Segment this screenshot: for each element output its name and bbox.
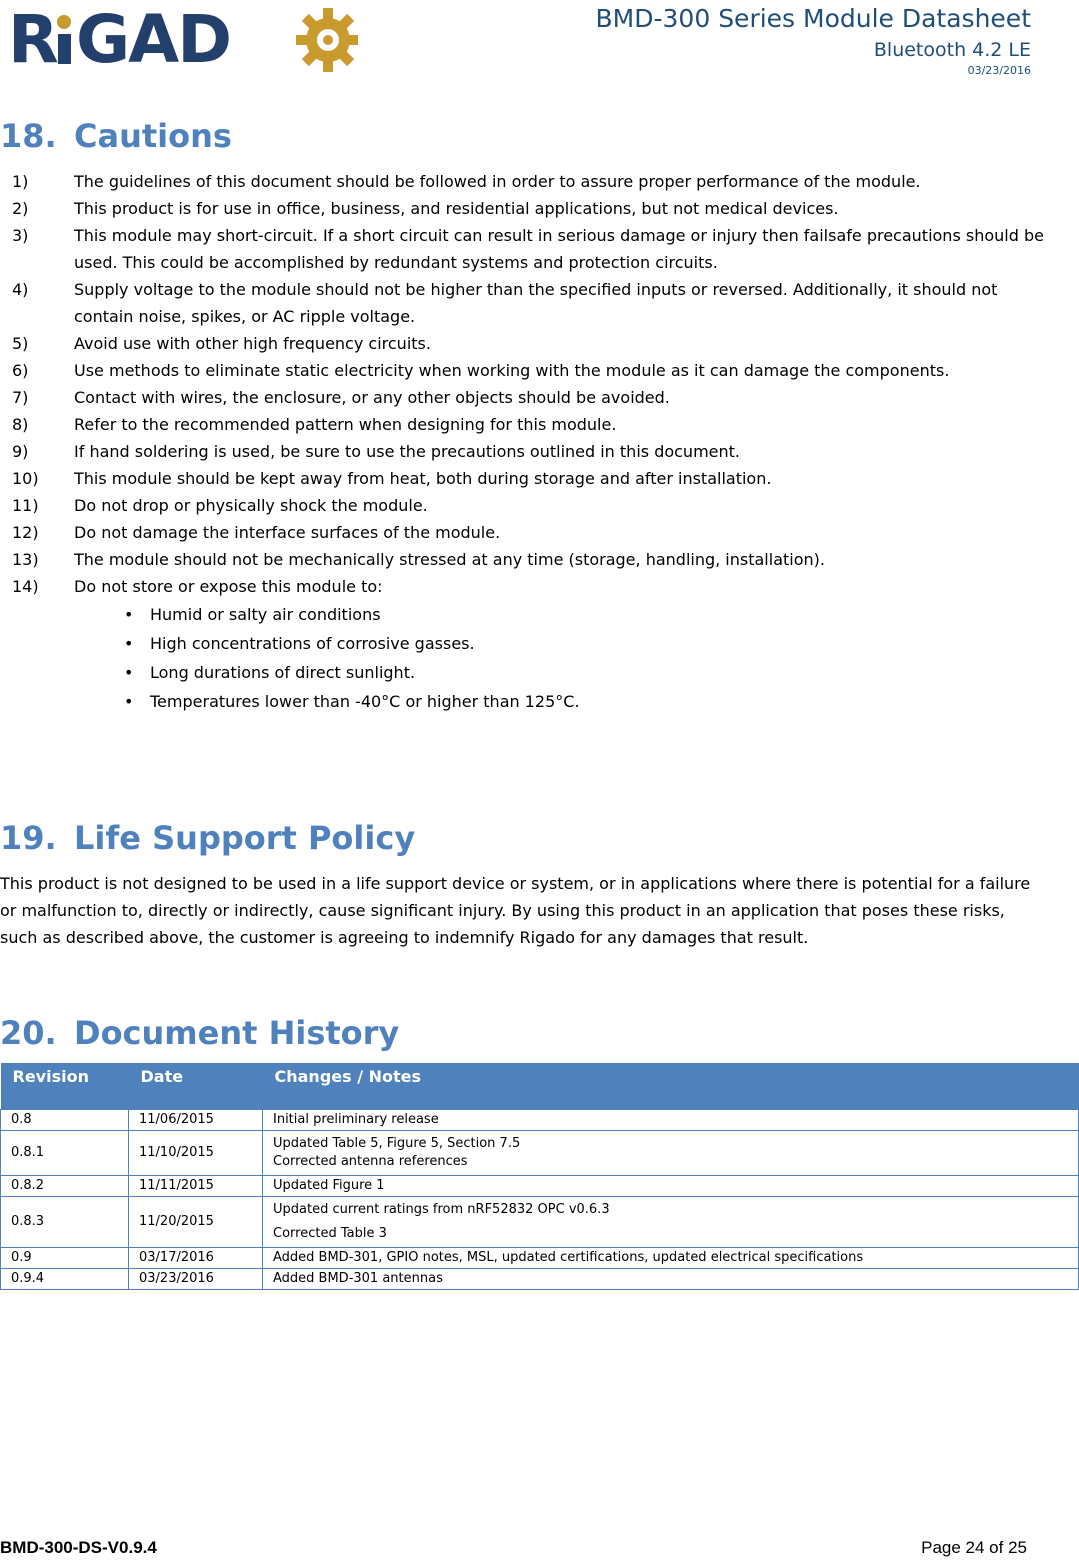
item-text: The module should not be mechanically stressed at any time (storage, handling, installation).	[74, 550, 825, 569]
item-text: Contact with wires, the enclosure, or any other objects should be avoided.	[74, 388, 670, 407]
table-row	[1, 1269, 1079, 1290]
column-header-revision: Revision	[1, 1063, 129, 1110]
list-item	[12, 465, 1052, 492]
bullet-item	[12, 658, 1052, 687]
item-number: 5)	[12, 334, 29, 353]
section-heading-document-history	[0, 1013, 399, 1053]
notes-cell	[263, 1197, 1079, 1248]
item-number: 10)	[12, 469, 39, 488]
bullet-text: Humid or salty air conditions	[150, 605, 381, 624]
bullet-text: Temperatures lower than -40°C or higher than 125°C.	[150, 692, 580, 711]
cautions-list	[12, 168, 1052, 716]
item-text: Avoid use with other high frequency circuits.	[74, 334, 431, 353]
item-number: 4)	[12, 280, 29, 299]
table-header-row	[1, 1063, 1079, 1110]
notes-cell	[263, 1176, 1079, 1197]
item-number: 7)	[12, 388, 29, 407]
list-item	[12, 222, 1052, 276]
page-header	[596, 2, 1031, 78]
item-number: 3)	[12, 226, 29, 245]
bullet-text: Long durations of direct sunlight.	[150, 663, 416, 682]
item-number: 13)	[12, 550, 39, 569]
section-title: Cautions	[74, 117, 232, 155]
table-row	[1, 1131, 1079, 1176]
item-number: 14)	[12, 577, 39, 596]
svg-text:GAD: GAD	[76, 4, 231, 74]
section-title: Life Support Policy	[74, 819, 416, 857]
list-item	[12, 438, 1052, 465]
date-cell: 11/20/2015	[129, 1197, 263, 1248]
date-cell: 11/11/2015	[129, 1176, 263, 1197]
section-title: Document History	[74, 1014, 400, 1052]
list-item	[12, 519, 1052, 546]
bullet-item	[12, 687, 1052, 716]
revision-cell: 0.8	[1, 1110, 129, 1131]
list-item	[12, 411, 1052, 438]
bullet-item	[12, 629, 1052, 658]
note-line: Corrected antenna references	[273, 1154, 468, 1169]
note-line: Updated Table 5, Figure 5, Section 7.5	[273, 1136, 521, 1151]
notes-cell	[263, 1131, 1079, 1176]
bullet-icon: •	[124, 692, 134, 711]
bullet-item	[12, 600, 1052, 629]
header-subtitle: Bluetooth 4.2 LE	[873, 39, 1031, 61]
item-text: Use methods to eliminate static electricity when working with the module as it can damage the components.	[74, 361, 950, 380]
revision-cell: 0.8.3	[1, 1197, 129, 1248]
item-number: 11)	[12, 496, 39, 515]
table-row	[1, 1248, 1079, 1269]
bullet-text: High concentrations of corrosive gasses.	[150, 634, 475, 653]
item-number: 12)	[12, 523, 39, 542]
list-item	[12, 330, 1052, 357]
bullet-icon: •	[124, 605, 134, 624]
section-number: 18.	[0, 117, 57, 155]
item-text: If hand soldering is used, be sure to use the precautions outlined in this document.	[74, 442, 740, 461]
header-date: 03/23/2016	[967, 64, 1031, 77]
note-line: Added BMD-301 antennas	[273, 1271, 443, 1286]
notes-cell	[263, 1269, 1079, 1290]
note-line: Initial preliminary release	[273, 1112, 439, 1127]
item-number: 9)	[12, 442, 29, 461]
notes-cell	[263, 1110, 1079, 1131]
list-item	[12, 573, 1052, 716]
list-item	[12, 357, 1052, 384]
list-item	[12, 168, 1052, 195]
list-item	[12, 195, 1052, 222]
item-text: Do not damage the interface surfaces of the module.	[74, 523, 501, 542]
notes-cell	[263, 1248, 1079, 1269]
date-cell: 11/06/2015	[129, 1110, 263, 1131]
svg-text:R: R	[8, 4, 57, 74]
section-heading-life-support	[0, 818, 415, 858]
note-line: Updated current ratings from nRF52832 OPC v0.6.3	[273, 1202, 610, 1217]
header-title: BMD-300 Series Module Datasheet	[595, 4, 1031, 33]
revision-cell: 0.8.2	[1, 1176, 129, 1197]
item-text: Supply voltage to the module should not be higher than the specified inputs or reversed. Additionally, it should not contain noise, spikes, or AC ripple voltage.	[74, 280, 998, 326]
table-row	[1, 1197, 1079, 1248]
exposure-bullet-list	[12, 600, 1052, 716]
table-row	[1, 1110, 1079, 1131]
bullet-icon: •	[124, 663, 134, 682]
list-item	[12, 492, 1052, 519]
section-number: 19.	[0, 819, 57, 857]
item-number: 6)	[12, 361, 29, 380]
rigado-logo	[8, 4, 358, 74]
list-item	[12, 546, 1052, 573]
item-number: 1)	[12, 172, 29, 191]
item-text: Refer to the recommended pattern when designing for this module.	[74, 415, 617, 434]
item-text: This module may short-circuit. If a short circuit can result in serious damage or injury then failsafe precautions should be used. This could be accomplished by redundant systems and protection circuits.	[74, 226, 1044, 272]
document-history-table	[0, 1063, 1079, 1290]
revision-cell: 0.9.4	[1, 1269, 129, 1290]
footer-doc-id: BMD-300-DS-V0.9.4	[0, 1538, 157, 1557]
list-item	[12, 384, 1052, 411]
date-cell: 03/17/2016	[129, 1248, 263, 1269]
item-text: Do not store or expose this module to:	[74, 577, 383, 596]
item-text: This module should be kept away from heat, both during storage and after installation.	[74, 469, 772, 488]
note-line: Updated Figure 1	[273, 1178, 385, 1193]
list-item	[12, 276, 1052, 330]
life-support-paragraph: This product is not designed to be used in a life support device or system, or in applications where there is potential for a failure or malfunction to, directly or indirectly, cause significant injury. By using this product in an application that poses these risks, such as described above, the customer is agreeing to indemnify Rigado for any damages that result.	[0, 874, 1031, 947]
bullet-icon: •	[124, 634, 134, 653]
note-line: Added BMD-301, GPIO notes, MSL, updated certifications, updated electrical specifications	[273, 1250, 864, 1265]
item-text: Do not drop or physically shock the module.	[74, 496, 428, 515]
date-cell: 03/23/2016	[129, 1269, 263, 1290]
section-heading-cautions	[0, 116, 232, 156]
item-text: The guidelines of this document should be followed in order to assure proper performance of the module.	[74, 172, 921, 191]
footer-page-number: Page 24 of 25	[921, 1538, 1027, 1557]
column-header-date: Date	[129, 1063, 263, 1110]
item-text: This product is for use in office, business, and residential applications, but not medical devices.	[74, 199, 839, 218]
date-cell: 11/10/2015	[129, 1131, 263, 1176]
item-number: 2)	[12, 199, 29, 218]
revision-cell: 0.9	[1, 1248, 129, 1269]
item-number: 8)	[12, 415, 29, 434]
column-header-notes: Changes / Notes	[263, 1063, 1079, 1110]
table-row	[1, 1176, 1079, 1197]
section-number: 20.	[0, 1014, 57, 1052]
note-line: Corrected Table 3	[273, 1226, 387, 1241]
revision-cell: 0.8.1	[1, 1131, 129, 1176]
